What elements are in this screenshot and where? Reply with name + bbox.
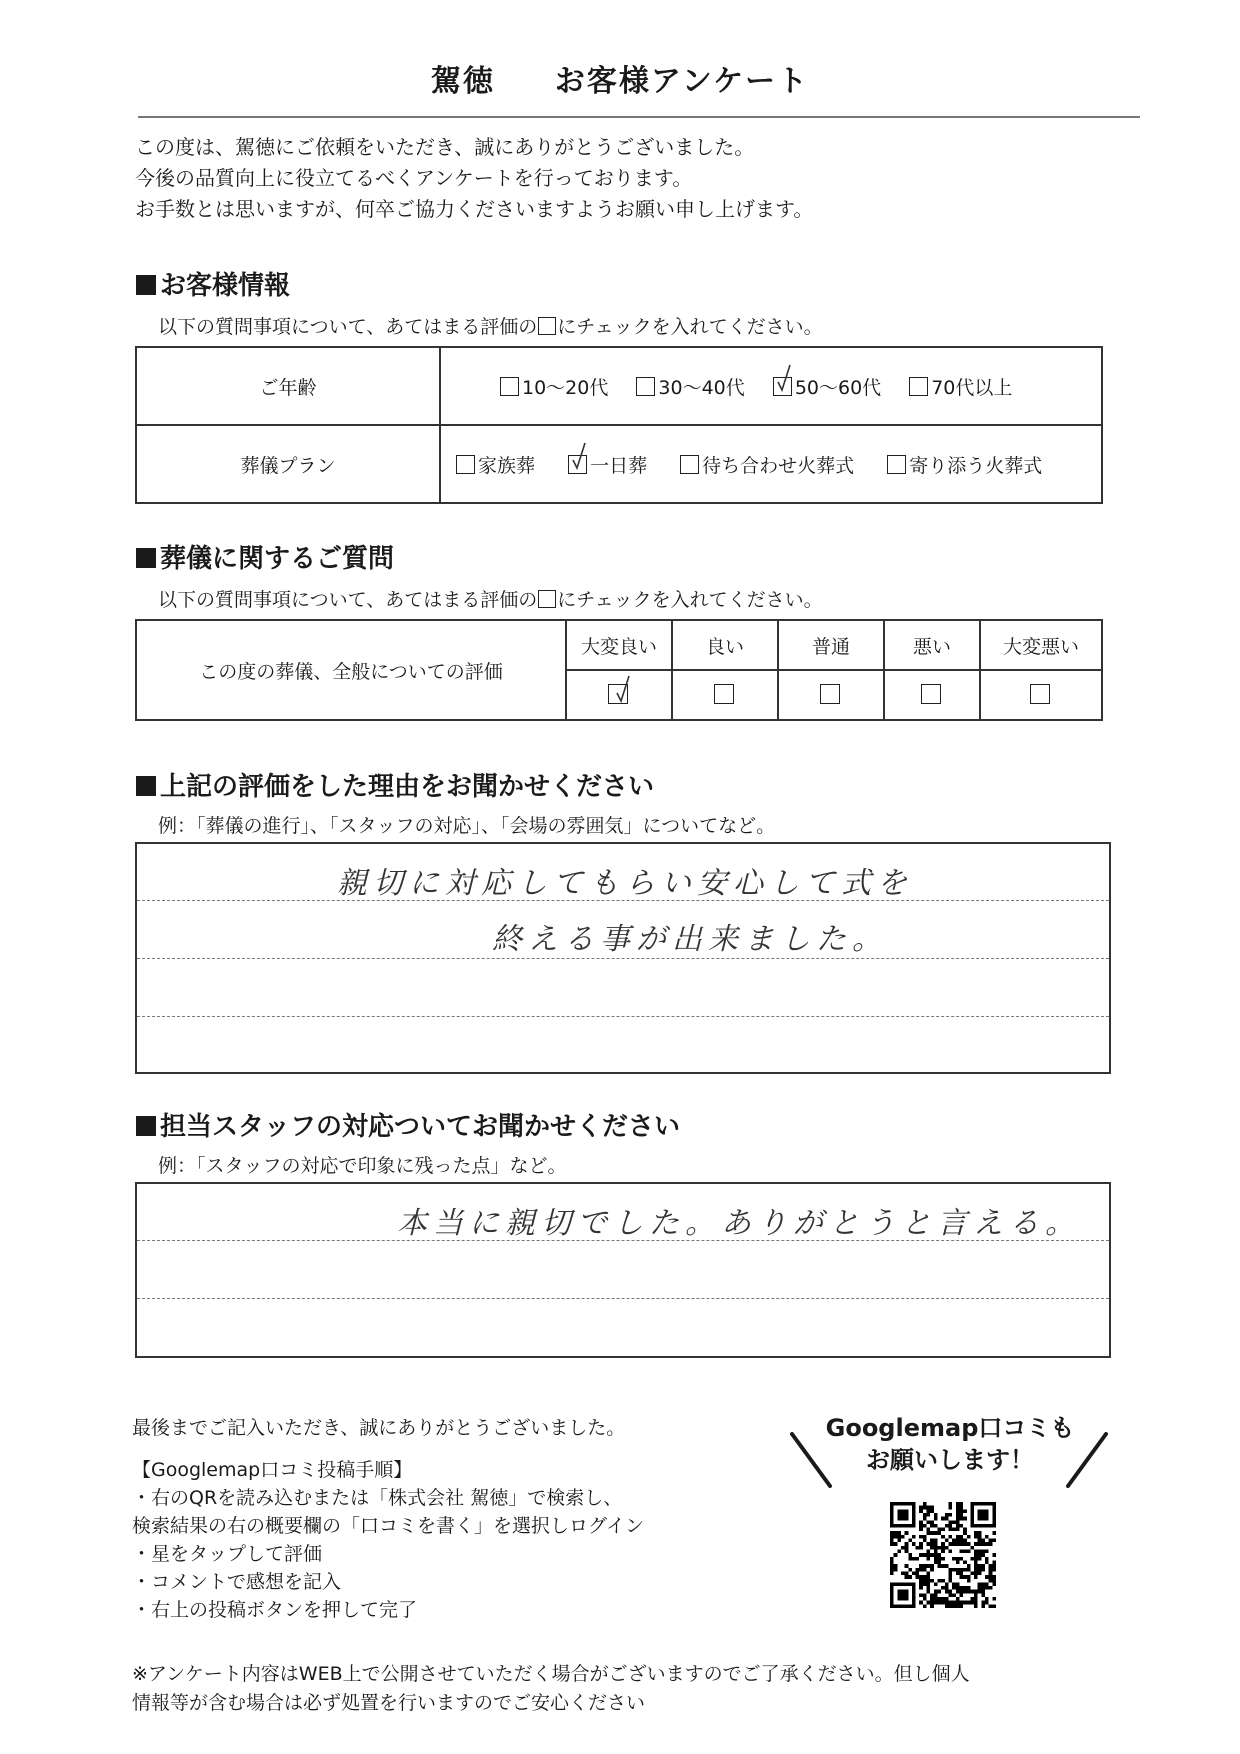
googlemap-steps bbox=[132, 1456, 644, 1624]
staff-example: 例：「スタッフの対応で印象に残った点」など。 bbox=[158, 1155, 567, 1177]
checkbox[interactable] bbox=[500, 377, 519, 396]
title-divider bbox=[138, 116, 1140, 118]
rating-header: 大変良い bbox=[566, 620, 672, 670]
survey-title: お客様アンケート bbox=[554, 64, 810, 99]
section-heading-staff: 担当スタッフの対応ついてお聞かせください bbox=[136, 1106, 680, 1143]
rating-cell-very-bad[interactable] bbox=[980, 670, 1102, 720]
intro-line: お手数とは思いますが、何卒ご協力くださいますようお願い申し上げます。 bbox=[135, 197, 814, 221]
rating-header: 普通 bbox=[778, 620, 884, 670]
qr-code-graphic bbox=[890, 1502, 996, 1608]
square-bullet-icon bbox=[136, 548, 156, 568]
dashed-line bbox=[137, 1016, 1109, 1017]
checkbox[interactable] bbox=[820, 684, 840, 704]
checkbox[interactable] bbox=[887, 455, 906, 474]
square-bullet-icon bbox=[136, 776, 156, 796]
step-item: ・右のQRを読み込むまたは「株式会社 駕徳」で検索し、 bbox=[132, 1487, 623, 1509]
checkbox[interactable] bbox=[680, 455, 699, 474]
plan-options bbox=[440, 425, 1102, 503]
step-item: ・星をタップして評価 bbox=[132, 1543, 323, 1565]
checkbox-checked[interactable] bbox=[608, 684, 628, 704]
dashed-line bbox=[137, 958, 1109, 959]
square-bullet-icon bbox=[136, 1116, 156, 1136]
checkbox[interactable] bbox=[1030, 684, 1050, 704]
qr-code-icon[interactable] bbox=[890, 1502, 996, 1608]
rating-header: 悪い bbox=[884, 620, 980, 670]
intro-line: この度は、駕徳にご依頼をいただき、誠にありがとうございました。 bbox=[135, 135, 755, 159]
section-heading-reason: 上記の評価をした理由をお聞かせください bbox=[136, 766, 654, 803]
checkbox[interactable] bbox=[456, 455, 475, 474]
age-option-30-40[interactable]: 30〜40代 bbox=[636, 373, 744, 400]
section-heading-customer-info: お客様情報 bbox=[136, 265, 290, 302]
rating-cell-good[interactable] bbox=[672, 670, 778, 720]
page-title bbox=[0, 56, 1240, 100]
company-name: 駕徳 bbox=[430, 64, 495, 99]
googlemap-callout-line: Googlemap口コミも bbox=[825, 1414, 1075, 1442]
section-heading-funeral-questions: 葬儀に関するご質問 bbox=[136, 538, 394, 575]
checkbox[interactable] bbox=[909, 377, 928, 396]
age-option-10-20[interactable]: 10〜20代 bbox=[500, 373, 608, 400]
dashed-line bbox=[137, 1298, 1109, 1299]
rating-cell-very-good[interactable] bbox=[566, 670, 672, 720]
age-label: ご年齢 bbox=[136, 347, 440, 425]
checkmark-icon bbox=[777, 364, 791, 392]
instruction-text: 以下の質問事項について、あてはまる評価の にチェックを入れてください。 bbox=[158, 589, 823, 611]
intro-line: 今後の品質向上に役立てるべくアンケートを行っております。 bbox=[135, 166, 693, 190]
reason-answer-box[interactable] bbox=[135, 842, 1111, 1074]
rating-table bbox=[135, 619, 1103, 721]
checkbox-icon bbox=[538, 590, 556, 608]
checkbox-icon bbox=[538, 317, 556, 335]
reason-example: 例：「葬儀の進行」、「スタッフの対応」、「会場の雰囲気」についてなど。 bbox=[158, 815, 776, 837]
handwritten-answer-line: 本当に親切でした。ありがとうと言える。 bbox=[397, 1206, 1081, 1241]
age-options bbox=[440, 347, 1102, 425]
plan-option-meetup-cremation[interactable]: 待ち合わせ火葬式 bbox=[680, 451, 854, 478]
note-line: ※アンケート内容はWEB上で公開させていただく場合がございますのでご了承ください。但し個人 bbox=[132, 1663, 970, 1685]
plan-option-yorisou-cremation[interactable]: 寄り添う火葬式 bbox=[887, 451, 1042, 478]
age-option-70-plus[interactable]: 70代以上 bbox=[909, 373, 1012, 400]
plan-option-family[interactable]: 家族葬 bbox=[456, 451, 535, 478]
plan-label: 葬儀プラン bbox=[136, 425, 440, 503]
intro-text bbox=[135, 132, 813, 225]
checkmark-icon bbox=[572, 442, 586, 470]
square-bullet-icon bbox=[136, 275, 156, 295]
checkmark-icon bbox=[615, 675, 631, 703]
steps-title: 【Googlemap口コミ投稿手順】 bbox=[132, 1459, 413, 1481]
plan-option-one-day[interactable]: 一日葬 bbox=[568, 451, 647, 478]
step-item: 検索結果の右の概要欄の「口コミを書く」を選択しログイン bbox=[132, 1515, 645, 1537]
staff-answer-box[interactable] bbox=[135, 1182, 1111, 1358]
note-line: 情報等が含む場合は必ず処置を行いますのでご安心ください bbox=[132, 1692, 646, 1714]
step-item: ・右上の投稿ボタンを押して完了 bbox=[132, 1599, 418, 1621]
checkbox[interactable] bbox=[921, 684, 941, 704]
checkbox[interactable] bbox=[636, 377, 655, 396]
instruction-text: 以下の質問事項について、あてはまる評価の にチェックを入れてください。 bbox=[158, 316, 823, 338]
rating-cell-normal[interactable] bbox=[778, 670, 884, 720]
rating-header: 良い bbox=[672, 620, 778, 670]
rating-header: 大変悪い bbox=[980, 620, 1102, 670]
checkbox-checked[interactable] bbox=[568, 455, 587, 474]
step-item: ・コメントで感想を記入 bbox=[132, 1571, 342, 1593]
googlemap-callout-line: お願いします！ bbox=[866, 1446, 1034, 1474]
rating-question: この度の葬儀、全般についての評価 bbox=[136, 620, 566, 720]
checkbox[interactable] bbox=[714, 684, 734, 704]
disclaimer-note bbox=[132, 1660, 970, 1718]
age-option-50-60[interactable]: 50〜60代 bbox=[773, 373, 881, 400]
handwritten-answer-line: 終える事が出来ました。 bbox=[492, 922, 888, 957]
closing-thanks: 最後までご記入いただき、誠にありがとうございました。 bbox=[132, 1417, 626, 1439]
handwritten-answer-line: 親切に対応してもらい安心して式を bbox=[337, 866, 913, 901]
googlemap-callout bbox=[800, 1412, 1100, 1476]
customer-info-table bbox=[135, 346, 1103, 504]
checkbox-checked[interactable] bbox=[773, 377, 792, 396]
rating-cell-bad[interactable] bbox=[884, 670, 980, 720]
